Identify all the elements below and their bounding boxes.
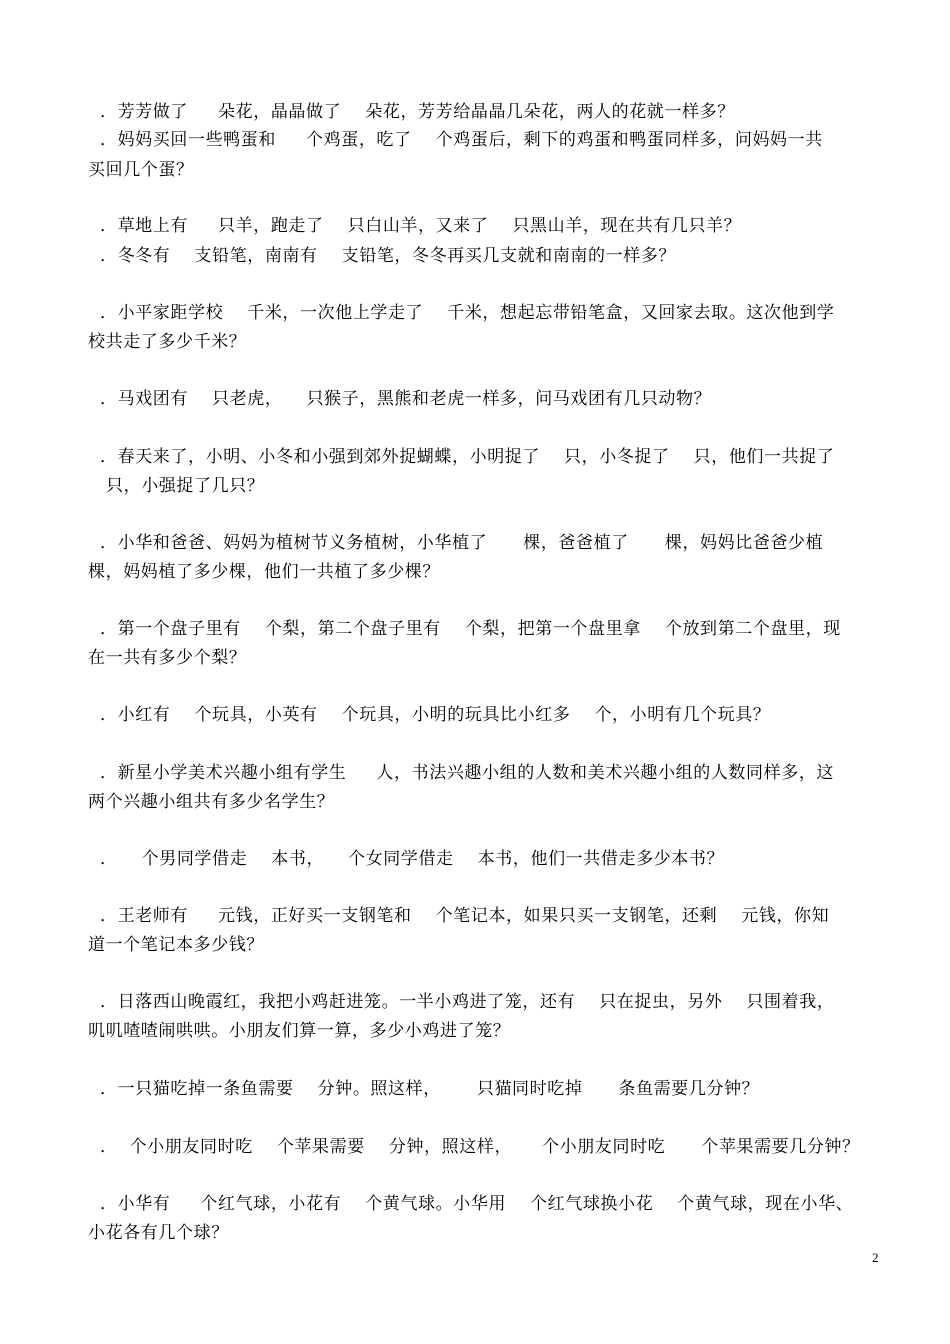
q5-line2: 校共走了多少千米？ — [88, 332, 247, 352]
q8-line2: 棵，妈妈植了多少棵，他们一共植了多少棵？ — [88, 562, 440, 582]
q17-line1: ．小华有 个红气球，小花有 个黄气球。小华用 个红气球换小花 个黄气球，现在小华、 — [88, 1194, 854, 1214]
q2-line1: ．妈妈买回一些鸭蛋和 个鸡蛋，吃了 个鸡蛋后，剩下的鸡蛋和鸭蛋同样多，问妈妈一共 — [88, 130, 823, 150]
q7-line2: 只，小强捉了几只？ — [88, 476, 265, 496]
q13-line2: 道一个笔记本多少钱？ — [88, 935, 264, 955]
page-number: 2 — [872, 1250, 879, 1265]
q13-line1: ．王老师有 元钱，正好买一支钢笔和 个笔记本，如果只买一支钢笔，还剩 元钱，你知 — [88, 906, 830, 926]
q9-line2: 在一共有多少个梨？ — [88, 648, 247, 668]
q14-line2: 叽叽喳喳闹哄哄。小朋友们算一算，多少小鸡进了笼？ — [88, 1021, 511, 1041]
q5-line1: ．小平家距学校 千米，一次他上学走了 千米，想起忘带铅笔盒，又回家去取。这次他到学 — [88, 303, 835, 323]
q14-line1: ．日落西山晚霞红，我把小鸡赶进笼。一半小鸡进了笼，还有 只在捉虫，另外 只围着我， — [88, 992, 835, 1012]
q10-line1: ．小红有 个玩具，小英有 个玩具，小明的玩具比小红多 个，小明有几个玩具？ — [88, 705, 771, 725]
q17-line2: 小花各有几个球？ — [88, 1223, 229, 1243]
q11-line1: ．新星小学美术兴趣小组有学生 人，书法兴趣小组的人数和美术兴趣小组的人数同样多，这 — [88, 763, 835, 783]
q7-line1: ．春天来了，小明、小冬和小强到郊外捉蝴蝶，小明捉了 只，小冬捉了 只，他们一共捉了 — [88, 447, 835, 467]
q6-line1: ．马戏团有 只老虎， 只猴子，黑熊和老虎一样多，问马戏团有几只动物？ — [88, 389, 712, 409]
q15-line1: ．一只猫吃掉一条鱼需要 分钟。照这样， 只猫同时吃掉 条鱼需要几分钟？ — [88, 1079, 760, 1099]
q11-line2: 两个兴趣小组共有多少名学生？ — [88, 792, 335, 812]
q16-line1: ． 个小朋友同时吃 个苹果需要 分钟，照这样， 个小朋友同时吃 个苹果需要几分钟？ — [88, 1137, 860, 1157]
q4-line1: ．冬冬有 支铅笔，南南有 支铅笔，冬冬再买几支就和南南的一样多？ — [88, 246, 677, 266]
q9-line1: ．第一个盘子里有 个梨，第二个盘子里有 个梨，把第一个盘里拿 个放到第二个盘里，现 — [88, 619, 841, 639]
q1-line1: ．芳芳做了 朵花，晶晶做了 朵花，芳芳给晶晶几朵花，两人的花就一样多？ — [88, 102, 735, 122]
q8-line1: ．小华和爸爸、妈妈为植树节义务植树，小华植了 棵，爸爸植了 棵，妈妈比爸爸少植 — [88, 533, 824, 553]
q3-line1: ．草地上有 只羊，跑走了 只白山羊，又来了 只黑山羊，现在共有几只羊？ — [88, 216, 742, 236]
q2-line2: 买回几个蛋？ — [88, 160, 194, 180]
q12-line1: ． 个男同学借走 本书， 个女同学借走 本书，他们一共借走多少本书？ — [88, 849, 725, 869]
